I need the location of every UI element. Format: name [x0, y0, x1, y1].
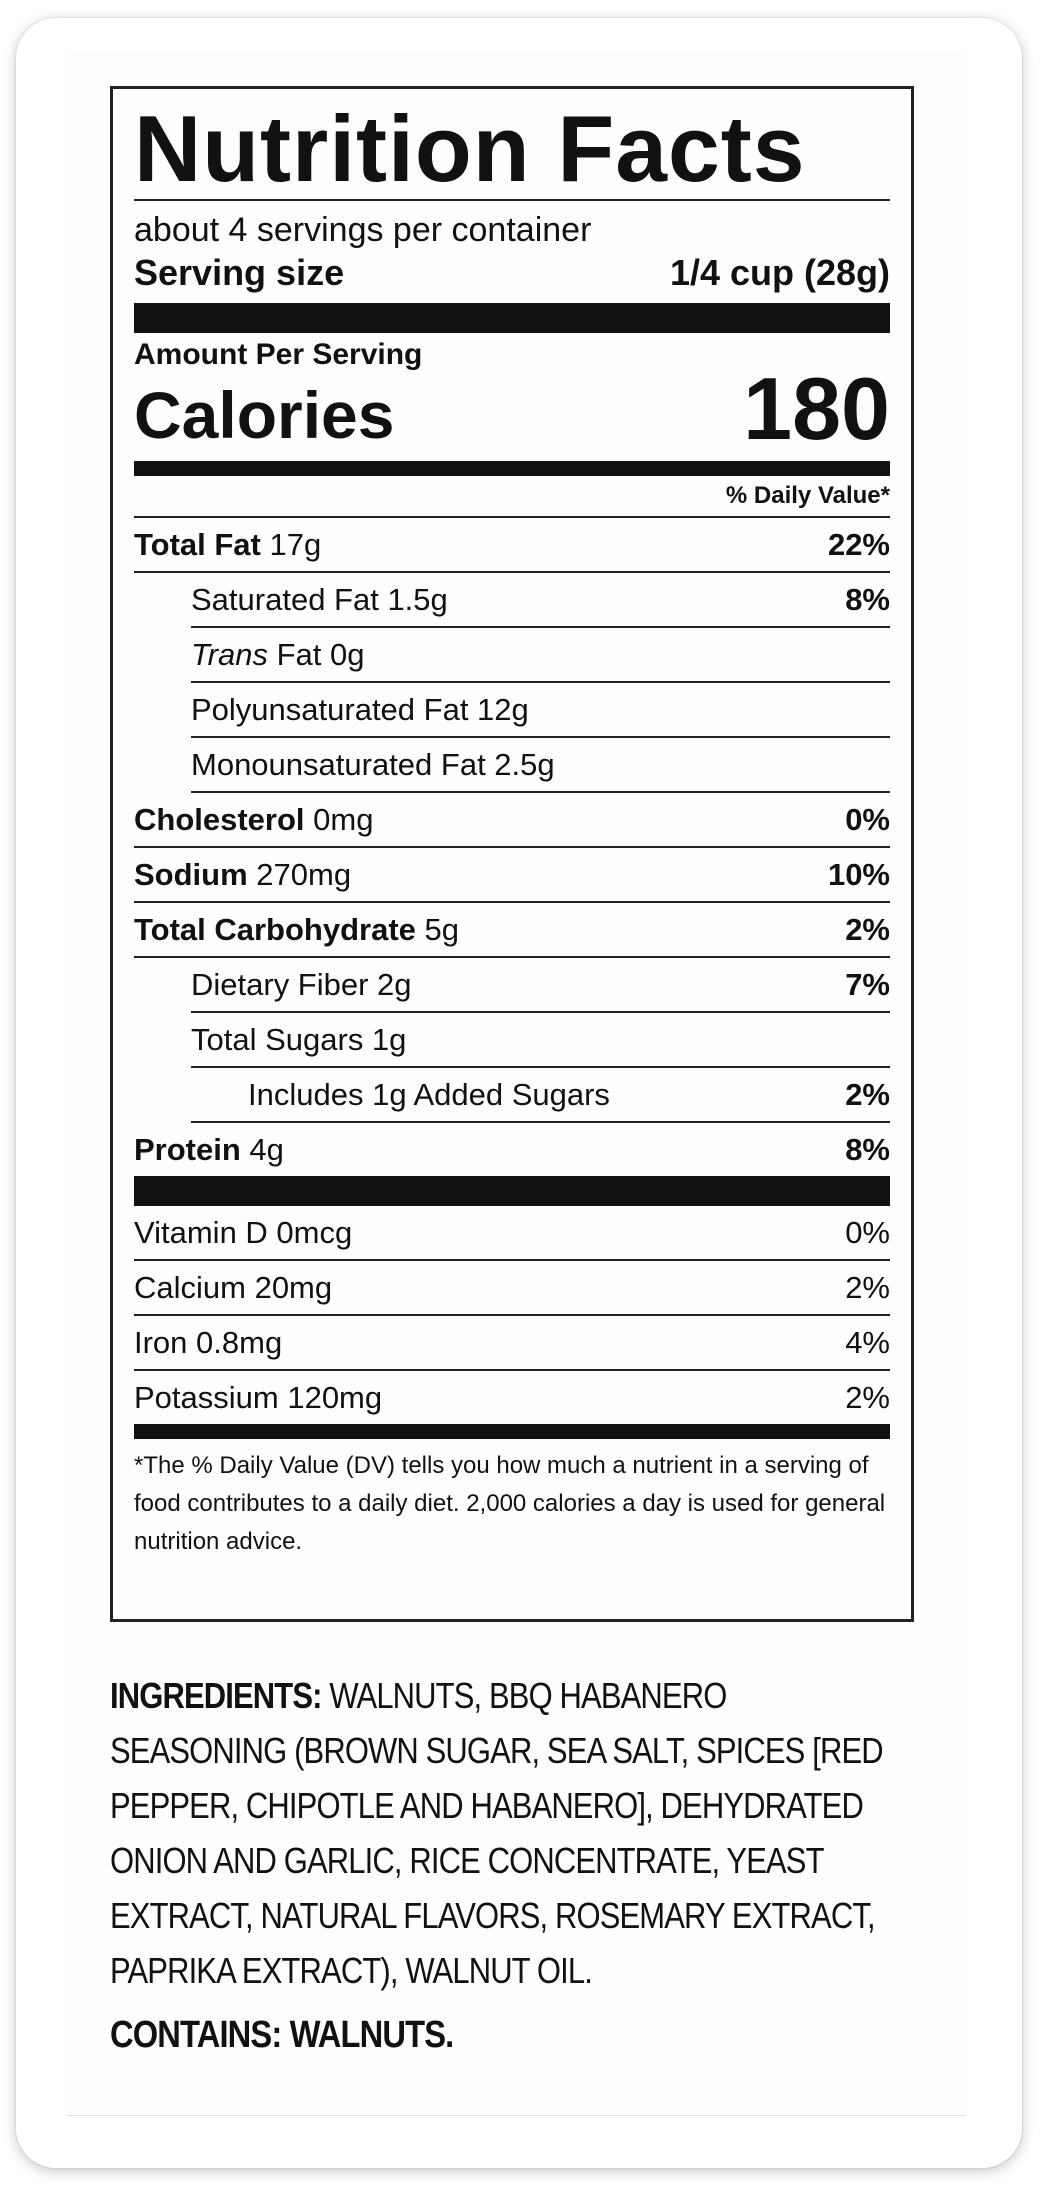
daily-value-footnote: *The % Daily Value (DV) tells you how much a nutrient in a serving of food contributes to a daily diet. 2,000 calories a day is used for general nutrition advice. [134, 1452, 886, 1555]
vitamin-name: Iron 0.8mg [134, 1324, 283, 1360]
nutrient-row [134, 793, 890, 848]
nutrient-row [191, 1013, 890, 1068]
vitamin-row [134, 1261, 890, 1316]
nutrient-dv: 2% [845, 911, 890, 947]
thick-divider [134, 1176, 890, 1206]
calories-row [134, 359, 890, 458]
vitamin-name: Calcium 20mg [134, 1269, 333, 1305]
vitamin-name: Vitamin D 0mcg [134, 1214, 353, 1250]
nutrient-dv: 10% [827, 856, 890, 892]
vitamin-dv: 4% [845, 1324, 890, 1360]
allergen-statement: CONTAINS: WALNUTS. [110, 2014, 454, 2056]
amount-per-serving: Amount Per Serving [134, 338, 423, 371]
ingredients-text [110, 1668, 910, 1998]
nutrition-title: Nutrition Facts [134, 96, 806, 201]
nutrient-dv: 2% [845, 1076, 890, 1112]
vitamin-row [134, 1371, 890, 1424]
medium-divider [134, 1424, 890, 1439]
nutrient-name: Sodium 270mg [134, 856, 352, 892]
nutrient-dv: 8% [845, 1131, 890, 1167]
ingredients-label: INGREDIENTS: [110, 1675, 322, 1716]
nutrient-name: Monounsaturated Fat 2.5g [191, 746, 555, 782]
nutrient-name: Cholesterol 0mg [134, 801, 374, 837]
nutrient-name: Total Sugars 1g [191, 1021, 407, 1057]
ingredients-list: WALNUTS, BBQ HABANERO SEASONING (BROWN SUGAR, SEA SALT, SPICES [RED PEPPER, CHIPOTLE AND HABANERO], DEHYDRATED ONION AND GARLIC, RICE CONCENTRATE, YEAST EXTRACT, NATURAL FLAVORS, ROSEMARY EXTRACT, PAPRIKA EXTRACT), WALNUT OIL. [110, 1675, 883, 1991]
nutrient-row [134, 848, 890, 903]
nutrient-name: Total Fat 17g [134, 526, 322, 562]
nutrient-dv: 22% [827, 526, 890, 562]
nutrient-name: Saturated Fat 1.5g [191, 581, 448, 617]
vitamin-row [134, 1206, 890, 1261]
nutrient-dv: 0% [845, 801, 890, 837]
calories-value: 180 [743, 359, 890, 458]
serving-size-value: 1/4 cup (28g) [669, 252, 890, 293]
calories-label: Calories [134, 378, 395, 452]
nutrient-row [134, 518, 890, 573]
nutrient-row [191, 683, 890, 738]
serving-size-row [134, 251, 890, 295]
vitamin-dv: 2% [845, 1379, 890, 1415]
vitamin-dv: 2% [845, 1269, 890, 1305]
nutrient-dv: 7% [845, 966, 890, 1002]
nutrient-name: Protein 4g [134, 1131, 284, 1167]
nutrient-row [191, 738, 890, 793]
nutrient-dv: 8% [845, 581, 890, 617]
nutrient-name: Includes 1g Added Sugars [248, 1076, 610, 1112]
nutrition-facts-panel [110, 86, 914, 1622]
serving-size-label: Serving size [134, 252, 345, 293]
nutrient-name: Total Carbohydrate 5g [134, 911, 460, 947]
servings-per-container: about 4 servings per container [134, 211, 592, 249]
nutrient-row [191, 958, 890, 1013]
vitamin-dv: 0% [845, 1214, 890, 1250]
nutrient-row [191, 573, 890, 628]
vitamin-row [134, 1316, 890, 1371]
nutrient-name: Polyunsaturated Fat 12g [191, 691, 529, 727]
daily-value-header: % Daily Value* [134, 476, 890, 518]
nutrient-name: Trans Fat 0g [191, 636, 365, 672]
thick-divider [134, 303, 890, 333]
vitamin-name: Potassium 120mg [134, 1379, 383, 1415]
nutrient-row [191, 628, 890, 683]
medium-divider [134, 461, 890, 476]
nutrient-row [134, 1123, 890, 1176]
nutrient-row [191, 1068, 890, 1123]
nutrient-name: Dietary Fiber 2g [191, 966, 412, 1002]
nutrient-row [134, 903, 890, 958]
